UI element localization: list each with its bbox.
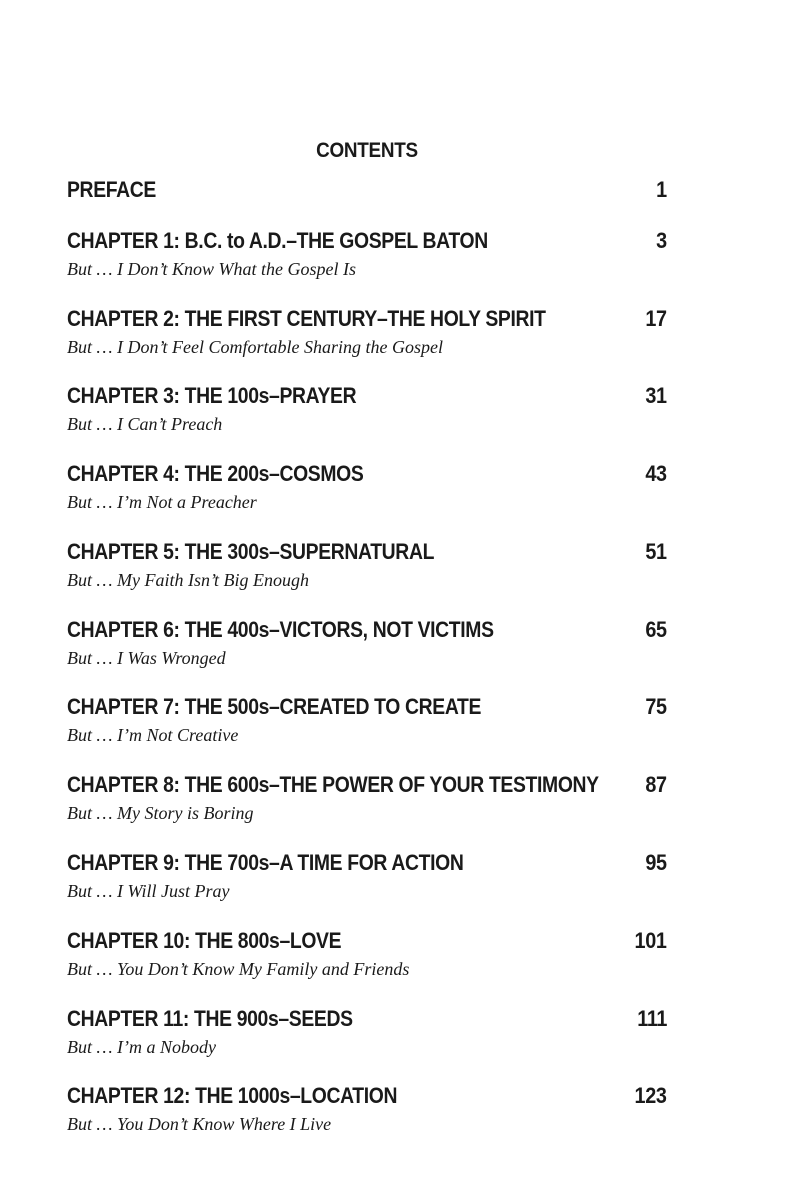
entry-page-number: 95 xyxy=(645,850,667,875)
entry-title: CHAPTER 2: THE FIRST CENTURY–THE HOLY SPIRIT xyxy=(67,306,546,331)
entry-title: CHAPTER 6: THE 400s–VICTORS, NOT VICTIMS xyxy=(67,617,494,642)
entry-subtitle: But … You Don’t Know Where I Live xyxy=(67,1114,332,1134)
entry-page-number: 65 xyxy=(645,617,667,642)
entry-page-number: 3 xyxy=(656,228,667,253)
entry-title: CHAPTER 11: THE 900s–SEEDS xyxy=(67,1006,353,1031)
entry-page-number: 1 xyxy=(656,177,667,202)
entry-page-number: 75 xyxy=(645,694,667,719)
entry-title: PREFACE xyxy=(67,177,156,202)
toc-entry-chapter-8 xyxy=(67,772,667,823)
entry-subtitle: But … I Was Wronged xyxy=(67,648,226,668)
entry-subtitle: But … I Don’t Feel Comfortable Sharing the Gospel xyxy=(67,337,443,357)
entry-title: CHAPTER 1: B.C. to A.D.–THE GOSPEL BATON xyxy=(67,228,488,253)
toc-entry-chapter-4 xyxy=(67,461,667,512)
entry-subtitle: But … I’m a Nobody xyxy=(67,1037,216,1057)
entry-title: CHAPTER 5: THE 300s–SUPERNATURAL xyxy=(67,539,435,564)
entry-page-number: 31 xyxy=(645,383,667,408)
toc-entry-chapter-2 xyxy=(67,306,667,357)
toc-entry-chapter-10 xyxy=(67,928,667,979)
entry-subtitle: But … I Will Just Pray xyxy=(67,881,230,901)
toc-entry-chapter-5 xyxy=(67,539,667,590)
toc-entry-preface xyxy=(67,177,667,207)
toc-entry-chapter-12 xyxy=(67,1083,667,1134)
toc-entry-chapter-9 xyxy=(67,850,667,901)
entry-page-number: 123 xyxy=(635,1083,667,1108)
entry-subtitle: But … I’m Not a Preacher xyxy=(67,492,257,512)
toc-entry-chapter-11 xyxy=(67,1006,667,1057)
toc-entry-chapter-7 xyxy=(67,694,667,745)
entry-subtitle: But … I’m Not Creative xyxy=(67,725,239,745)
entry-title: CHAPTER 10: THE 800s–LOVE xyxy=(67,928,342,953)
toc-entry-chapter-1 xyxy=(67,228,667,279)
entry-subtitle: But … I Can’t Preach xyxy=(67,414,223,434)
contents-heading: CONTENTS xyxy=(316,139,418,162)
entry-title: CHAPTER 3: THE 100s–PRAYER xyxy=(67,383,357,408)
entry-subtitle: But … My Story is Boring xyxy=(67,803,254,823)
entry-page-number: 111 xyxy=(637,1006,667,1031)
entry-page-number: 17 xyxy=(645,306,667,331)
entry-subtitle: But … My Faith Isn’t Big Enough xyxy=(67,570,309,590)
entry-title: CHAPTER 4: THE 200s–COSMOS xyxy=(67,461,364,486)
entry-subtitle: But … I Don’t Know What the Gospel Is xyxy=(67,259,356,279)
entry-title: CHAPTER 9: THE 700s–A TIME FOR ACTION xyxy=(67,850,464,875)
entry-subtitle: But … You Don’t Know My Family and Friends xyxy=(67,959,410,979)
toc-entry-chapter-3 xyxy=(67,383,667,434)
entry-page-number: 101 xyxy=(635,928,667,953)
entry-title: CHAPTER 8: THE 600s–THE POWER OF YOUR TESTIMONY xyxy=(67,772,599,797)
toc-entry-chapter-6 xyxy=(67,617,667,668)
entry-page-number: 43 xyxy=(645,461,667,486)
entry-page-number: 87 xyxy=(645,772,667,797)
entry-title: CHAPTER 7: THE 500s–CREATED TO CREATE xyxy=(67,694,482,719)
entry-page-number: 51 xyxy=(645,539,667,564)
entry-title: CHAPTER 12: THE 1000s–LOCATION xyxy=(67,1083,398,1108)
